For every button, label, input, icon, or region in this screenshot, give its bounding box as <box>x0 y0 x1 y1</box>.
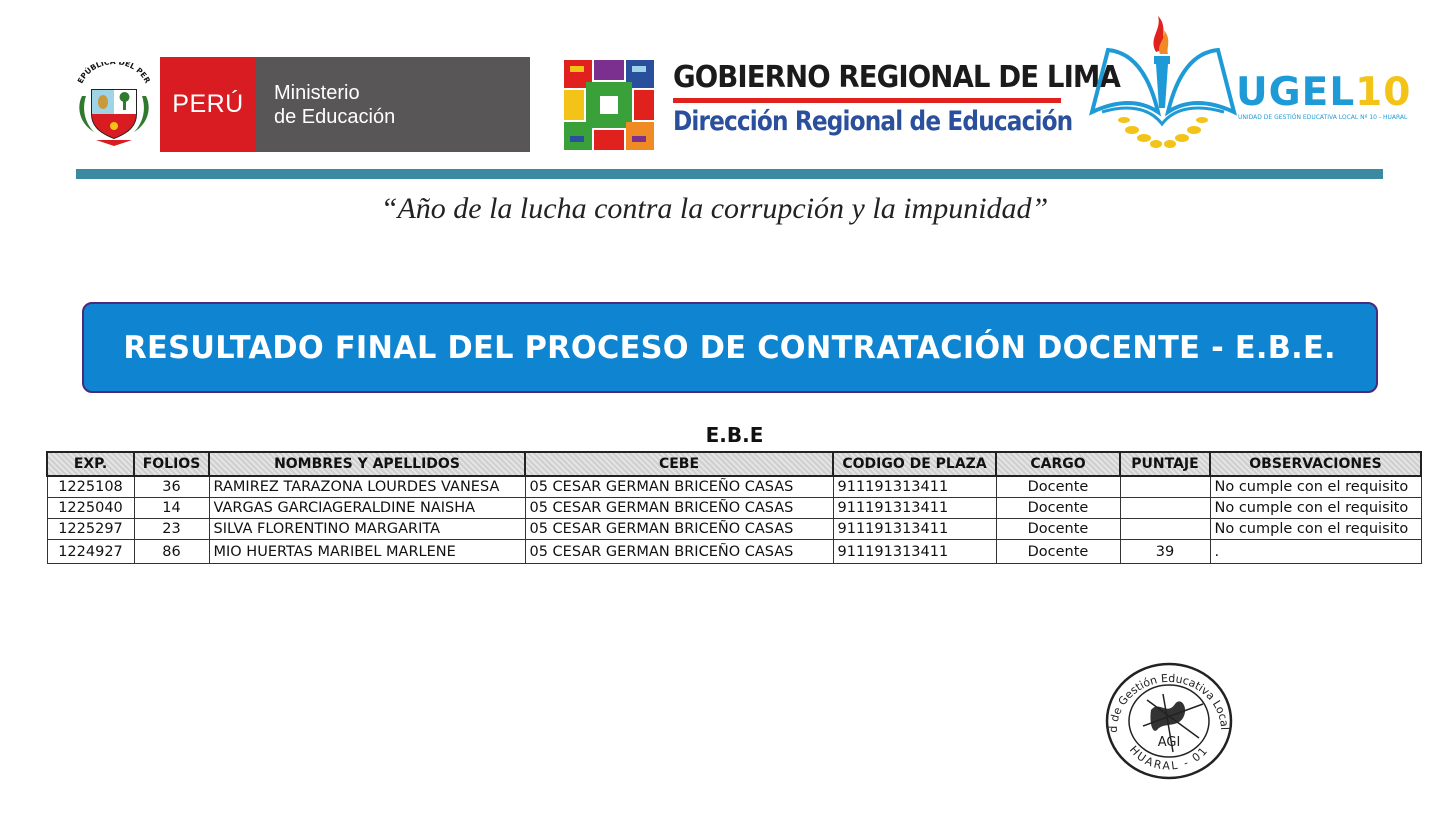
ugel-book-torch-logo <box>1088 12 1238 157</box>
header-divider-bar <box>76 169 1383 179</box>
table-row <box>47 476 1421 498</box>
ugel-wordmark <box>1236 70 1411 115</box>
official-stamp <box>1103 660 1235 782</box>
cell-puntaje: 39 <box>1120 540 1210 564</box>
cell-exp: 1225108 <box>47 476 134 498</box>
cell-observaciones: No cumple con el requisito <box>1210 519 1421 540</box>
stamp-bottom-text: HUARAL - 01 <box>1126 743 1212 773</box>
ugel-caption: UNIDAD DE GESTIÓN EDUCATIVA LOCAL Nº 10 - HUARAL <box>1238 114 1408 121</box>
gobierno-regional-title: GOBIERNO REGIONAL DE LIMA <box>673 60 1120 95</box>
svg-text:REPÚBLICA DEL PERÚ <box>74 62 152 85</box>
escudo-caption: EPÚBLIC DEL PER <box>75 62 153 85</box>
cell-codigo: 911191313411 <box>833 498 996 519</box>
cell-nombre: SILVA FLORENTINO MARGARITA <box>209 519 525 540</box>
peru-label: PERÚ <box>160 57 256 152</box>
column-header: PUNTAJE <box>1120 452 1210 476</box>
cell-puntaje <box>1120 498 1210 519</box>
results-table <box>46 451 1422 564</box>
cell-puntaje <box>1120 476 1210 498</box>
cell-cargo: Docente <box>996 498 1120 519</box>
cell-exp: 1224927 <box>47 540 134 564</box>
ugel-number: 10 <box>1355 70 1412 115</box>
cell-puntaje <box>1120 519 1210 540</box>
gobierno-regional-subtitle: Dirección Regional de Educación <box>673 106 1073 137</box>
table-header-row <box>47 452 1421 476</box>
table-row <box>47 540 1421 564</box>
cell-observaciones: No cumple con el requisito <box>1210 498 1421 519</box>
column-header: CODIGO DE PLAZA <box>833 452 996 476</box>
cell-nombre: MIO HUERTAS MARIBEL MARLENE <box>209 540 525 564</box>
ministerio-label <box>256 57 530 152</box>
cell-observaciones: . <box>1210 540 1421 564</box>
cell-folios: 36 <box>134 476 209 498</box>
banner-title: RESULTADO FINAL DEL PROCESO DE CONTRATACIÓN DOCENTE - E.B.E. <box>123 329 1337 366</box>
cell-exp: 1225297 <box>47 519 134 540</box>
table-row <box>47 498 1421 519</box>
cell-cebe: 05 CESAR GERMAN BRICEÑO CASAS <box>525 476 833 498</box>
cell-codigo: 911191313411 <box>833 540 996 564</box>
peru-coat-of-arms-logo <box>74 62 154 148</box>
cell-folios: 86 <box>134 540 209 564</box>
table-row <box>47 519 1421 540</box>
gobierno-red-divider <box>673 98 1061 103</box>
cell-exp: 1225040 <box>47 498 134 519</box>
cell-nombre: VARGAS GARCIAGERALDINE NAISHA <box>209 498 525 519</box>
cell-nombre: RAMIREZ TARAZONA LOURDES VANESA <box>209 476 525 498</box>
column-header: FOLIOS <box>134 452 209 476</box>
cell-cargo: Docente <box>996 476 1120 498</box>
ministerio-line2: de Educación <box>274 105 396 128</box>
ugel-prefix: UGEL <box>1236 70 1356 115</box>
gobierno-regional-logo <box>562 58 656 152</box>
cell-folios: 14 <box>134 498 209 519</box>
column-header: CARGO <box>996 452 1120 476</box>
cell-observaciones: No cumple con el requisito <box>1210 476 1421 498</box>
cell-cargo: Docente <box>996 540 1120 564</box>
stamp-ring-text: d de Gestión Educativa Local <box>1106 671 1232 733</box>
cell-cebe: 05 CESAR GERMAN BRICEÑO CASAS <box>525 540 833 564</box>
table-title: E.B.E <box>705 423 764 447</box>
cell-codigo: 911191313411 <box>833 519 996 540</box>
column-header: NOMBRES Y APELLIDOS <box>209 452 525 476</box>
ministerio-line1: Ministerio <box>274 81 360 104</box>
column-header: CEBE <box>525 452 833 476</box>
stamp-center-text: AGI <box>1157 735 1181 750</box>
cell-cargo: Docente <box>996 519 1120 540</box>
ministerio-educacion-logo <box>160 57 530 152</box>
cell-codigo: 911191313411 <box>833 476 996 498</box>
column-header: EXP. <box>47 452 134 476</box>
cell-cebe: 05 CESAR GERMAN BRICEÑO CASAS <box>525 498 833 519</box>
year-motto: “Año de la lucha contra la corrupción y la impunidad” <box>380 192 1049 225</box>
result-banner <box>82 302 1378 393</box>
column-header: OBSERVACIONES <box>1210 452 1421 476</box>
cell-folios: 23 <box>134 519 209 540</box>
cell-cebe: 05 CESAR GERMAN BRICEÑO CASAS <box>525 519 833 540</box>
